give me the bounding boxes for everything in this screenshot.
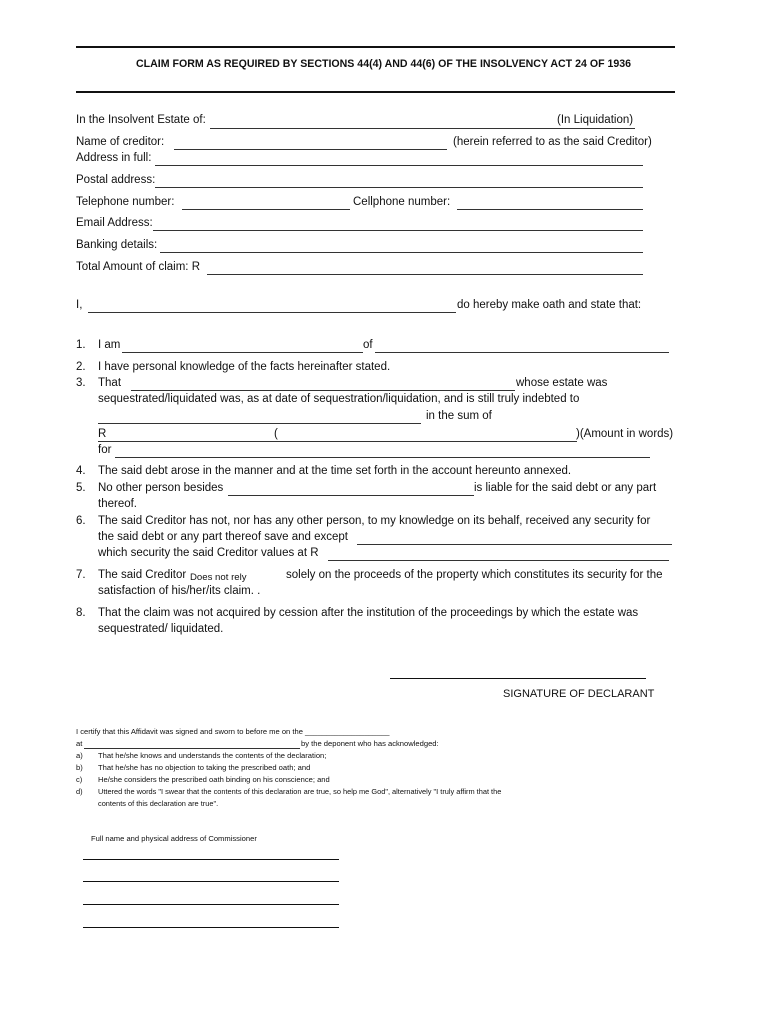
oath-prefix: I, <box>76 299 83 311</box>
address-label: Address in full: <box>76 152 152 164</box>
item-6-security-input[interactable] <box>357 544 672 545</box>
item-3-for-label: for <box>98 444 112 456</box>
telephone-label: Telephone number: <box>76 196 175 208</box>
certificate-c-label: c) <box>76 775 83 784</box>
total-input[interactable] <box>207 274 643 275</box>
item-1-text-a: I am <box>98 339 121 351</box>
item-3-paren-open: ( <box>274 428 278 440</box>
title-bottom-rule <box>76 91 675 93</box>
certificate-d-label: d) <box>76 787 83 796</box>
item-3-text-c: sequestrated/liquidated was, as at date of sequestration/liquidation, and is still truly indebted to <box>98 393 580 405</box>
item-6-value-input[interactable] <box>328 560 669 561</box>
creditor-suffix: (herein referred to as the said Creditor) <box>453 136 652 148</box>
item-number-8: 8. <box>76 607 86 619</box>
in-liquidation-underline <box>557 128 635 129</box>
commissioner-line-1[interactable] <box>83 859 339 860</box>
cellphone-input[interactable] <box>457 209 643 210</box>
item-7-text-b: solely on the proceeds of the property which constitutes its security for the <box>286 569 663 581</box>
email-input[interactable] <box>153 230 643 231</box>
certificate-d-text-2: contents of this declaration are true". <box>98 799 219 808</box>
item-2-text: I have personal knowledge of the facts hereinafter stated. <box>98 361 391 373</box>
item-number-1: 1. <box>76 339 86 351</box>
item-number-6: 6. <box>76 515 86 527</box>
creditor-label: Name of creditor: <box>76 136 165 148</box>
item-5-text-a: No other person besides <box>98 482 224 494</box>
item-1-position-input[interactable] <box>122 352 363 353</box>
certificate-place-input[interactable] <box>84 748 300 749</box>
item-6-text-a: The said Creditor has not, nor has any other person, to my knowledge on its behalf, received any security for <box>98 515 651 527</box>
commissioner-line-3[interactable] <box>83 904 339 905</box>
item-3-debtor-input[interactable] <box>131 390 515 391</box>
item-8-text-a: That the claim was not acquired by cession after the institution of the proceedings by which the estate was <box>98 607 639 619</box>
certificate-c-text: He/she considers the prescribed oath binding on his conscience; and <box>98 775 330 784</box>
item-7-text-a: The said Creditor <box>98 569 187 581</box>
item-6-text-b: the said debt or any part thereof save and except <box>98 531 348 543</box>
signature-line[interactable] <box>390 678 646 679</box>
banking-input[interactable] <box>160 252 643 253</box>
item-3-text-a: That <box>98 377 122 389</box>
in-liquidation-label: (In Liquidation) <box>557 114 634 126</box>
item-5-text-b: is liable for the said debt or any part <box>474 482 657 494</box>
item-1-text-b: of <box>363 339 373 351</box>
oath-suffix: do hereby make oath and state that: <box>457 299 642 311</box>
item-3-amount-input[interactable] <box>98 441 274 442</box>
certificate-line-1: I certify that this Affidavit was signed and sworn to before me on the ____________________ <box>76 727 390 736</box>
item-7-reliance-select[interactable]: Does not rely <box>190 572 261 583</box>
item-8-text-b: sequestrated/ liquidated. <box>98 623 224 635</box>
title-top-rule <box>76 46 675 48</box>
item-3-text-d: in the sum of <box>426 410 492 422</box>
item-6-text-c: which security the said Creditor values at R <box>98 547 319 559</box>
estate-label: In the Insolvent Estate of: <box>76 114 206 126</box>
item-number-7: 7. <box>76 569 86 581</box>
commissioner-line-4[interactable] <box>83 927 339 928</box>
certificate-b-text: That he/she has no objection to taking the prescribed oath; and <box>98 763 311 772</box>
certificate-line-2: by the deponent who has acknowledged: <box>301 739 439 748</box>
cellphone-label: Cellphone number: <box>353 196 451 208</box>
page-title: CLAIM FORM AS REQUIRED BY SECTIONS 44(4) AND 44(6) OF THE INSOLVENCY ACT 24 OF 1936 <box>136 58 632 70</box>
item-number-3: 3. <box>76 377 86 389</box>
certificate-d-text: Uttered the words "I swear that the contents of this declaration are true, so help me God", alternatively "I truly affirm that the <box>98 787 502 796</box>
item-3-creditor-input[interactable] <box>98 423 421 424</box>
certificate-a-label: a) <box>76 751 83 760</box>
email-label: Email Address: <box>76 217 153 229</box>
item-5-other-person-input[interactable] <box>228 495 474 496</box>
item-3-text-b: whose estate was <box>516 377 608 389</box>
postal-input[interactable] <box>155 187 643 188</box>
item-4-text: The said debt arose in the manner and at the time set forth in the account hereunto annexed. <box>98 465 572 477</box>
item-number-4: 4. <box>76 465 86 477</box>
item-number-5: 5. <box>76 482 86 494</box>
certificate-at-label: at <box>76 739 83 748</box>
deponent-name-input[interactable] <box>88 312 456 313</box>
banking-label: Banking details: <box>76 239 158 251</box>
item-5-text-c: thereof. <box>98 498 137 510</box>
total-label: Total Amount of claim: R <box>76 261 200 273</box>
item-7-text-c: satisfaction of his/her/its claim. . <box>98 585 261 597</box>
creditor-input[interactable] <box>174 149 447 150</box>
item-3-r-label: R <box>98 428 107 440</box>
postal-label: Postal address: <box>76 174 156 186</box>
item-3-for-input[interactable] <box>115 457 650 458</box>
item-number-2: 2. <box>76 361 86 373</box>
item-1-company-input[interactable] <box>375 352 669 353</box>
item-3-amount-words-input[interactable] <box>274 441 577 442</box>
estate-input[interactable] <box>210 128 560 129</box>
certificate-b-label: b) <box>76 763 83 772</box>
commissioner-label: Full name and physical address of Commissioner <box>91 834 257 843</box>
address-input[interactable] <box>155 165 643 166</box>
item-3-amount-words-label: )(Amount in words) <box>576 428 674 440</box>
signature-label: SIGNATURE OF DECLARANT <box>503 688 655 700</box>
commissioner-line-2[interactable] <box>83 881 339 882</box>
telephone-input[interactable] <box>182 209 350 210</box>
certificate-a-text: That he/she knows and understands the contents of the declaration; <box>98 751 327 760</box>
